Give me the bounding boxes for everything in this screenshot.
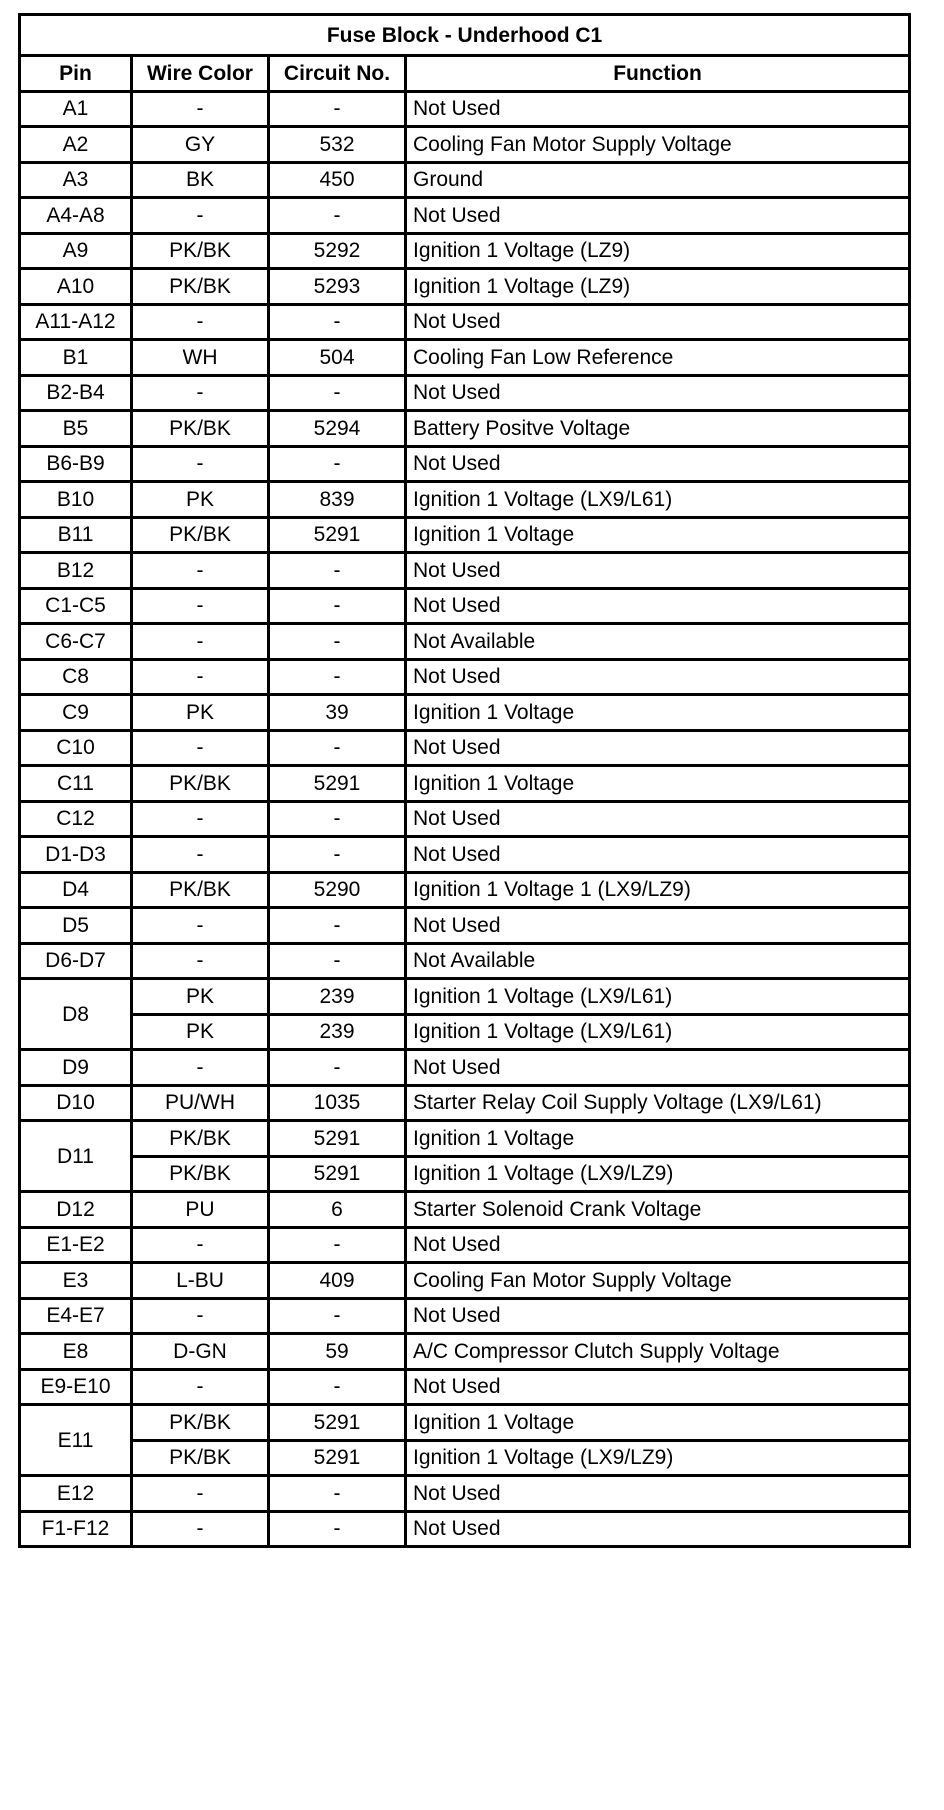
- wire-color-cell: -: [132, 198, 269, 234]
- circuit-cell: -: [269, 553, 406, 589]
- circuit-cell: -: [269, 198, 406, 234]
- circuit-cell: 5291: [269, 1121, 406, 1157]
- table-row: [20, 411, 910, 447]
- table-row: [20, 340, 910, 376]
- function-cell: Not Used: [406, 1369, 910, 1405]
- pin-cell: E12: [20, 1476, 132, 1512]
- wire-color-cell: PK/BK: [132, 1405, 269, 1441]
- table-body: [20, 91, 910, 1547]
- circuit-cell: -: [269, 1511, 406, 1547]
- function-cell: Not Used: [406, 375, 910, 411]
- table-row: [20, 766, 910, 802]
- wire-color-cell: D-GN: [132, 1334, 269, 1370]
- table-row: [20, 1085, 910, 1121]
- function-cell: Not Used: [406, 1476, 910, 1512]
- header-function: Function: [406, 56, 910, 92]
- pin-cell: D5: [20, 908, 132, 944]
- function-cell: Not Available: [406, 624, 910, 660]
- function-cell: Not Used: [406, 1511, 910, 1547]
- wire-color-cell: -: [132, 1050, 269, 1086]
- table-row: [20, 233, 910, 269]
- circuit-cell: 504: [269, 340, 406, 376]
- function-cell: Not Used: [406, 730, 910, 766]
- pin-cell: D6-D7: [20, 943, 132, 979]
- table-row: [20, 375, 910, 411]
- wire-color-cell: -: [132, 1298, 269, 1334]
- function-cell: Ignition 1 Voltage (LX9/L61): [406, 1014, 910, 1050]
- table-row: [20, 801, 910, 837]
- function-cell: Ignition 1 Voltage: [406, 766, 910, 802]
- function-cell: Cooling Fan Motor Supply Voltage: [406, 127, 910, 163]
- wire-color-cell: -: [132, 1476, 269, 1512]
- circuit-cell: 5291: [269, 1440, 406, 1476]
- circuit-cell: -: [269, 1369, 406, 1405]
- function-cell: Ignition 1 Voltage (LZ9): [406, 269, 910, 305]
- wire-color-cell: -: [132, 1227, 269, 1263]
- pin-cell: A1: [20, 91, 132, 127]
- pin-cell: E3: [20, 1263, 132, 1299]
- pin-cell: A11-A12: [20, 304, 132, 340]
- circuit-cell: -: [269, 908, 406, 944]
- function-cell: Not Used: [406, 801, 910, 837]
- table-row: [20, 446, 910, 482]
- title-row: [20, 15, 910, 56]
- table-row: [20, 1511, 910, 1547]
- pin-cell: C10: [20, 730, 132, 766]
- table-row: [20, 872, 910, 908]
- function-cell: Ignition 1 Voltage (LX9/L61): [406, 979, 910, 1015]
- pin-cell: A3: [20, 162, 132, 198]
- table-row: [20, 624, 910, 660]
- wire-color-cell: PK/BK: [132, 517, 269, 553]
- pin-cell: E11: [20, 1405, 132, 1476]
- circuit-cell: -: [269, 1476, 406, 1512]
- circuit-cell: 5291: [269, 766, 406, 802]
- pin-cell: A10: [20, 269, 132, 305]
- function-cell: Ignition 1 Voltage (LX9/L61): [406, 482, 910, 518]
- wire-color-cell: PK/BK: [132, 411, 269, 447]
- table-row: [20, 1440, 910, 1476]
- pin-cell: E1-E2: [20, 1227, 132, 1263]
- function-cell: Battery Positve Voltage: [406, 411, 910, 447]
- table-row: [20, 1263, 910, 1299]
- circuit-cell: -: [269, 588, 406, 624]
- circuit-cell: -: [269, 446, 406, 482]
- function-cell: A/C Compressor Clutch Supply Voltage: [406, 1334, 910, 1370]
- pin-cell: C12: [20, 801, 132, 837]
- circuit-cell: -: [269, 837, 406, 873]
- table-row: [20, 1156, 910, 1192]
- pin-cell: D12: [20, 1192, 132, 1228]
- function-cell: Not Used: [406, 446, 910, 482]
- table-row: [20, 1192, 910, 1228]
- function-cell: Not Used: [406, 908, 910, 944]
- circuit-cell: -: [269, 943, 406, 979]
- function-cell: Starter Solenoid Crank Voltage: [406, 1192, 910, 1228]
- function-cell: Cooling Fan Low Reference: [406, 340, 910, 376]
- table-row: [20, 943, 910, 979]
- function-cell: Not Used: [406, 1298, 910, 1334]
- pin-cell: B5: [20, 411, 132, 447]
- circuit-cell: 6: [269, 1192, 406, 1228]
- pin-cell: B11: [20, 517, 132, 553]
- circuit-cell: 409: [269, 1263, 406, 1299]
- function-cell: Not Used: [406, 553, 910, 589]
- fuse-block-table: [18, 13, 911, 1548]
- pin-cell: B6-B9: [20, 446, 132, 482]
- table-row: [20, 1121, 910, 1157]
- circuit-cell: -: [269, 1227, 406, 1263]
- pin-cell: B12: [20, 553, 132, 589]
- circuit-cell: 450: [269, 162, 406, 198]
- wire-color-cell: -: [132, 624, 269, 660]
- pin-cell: C1-C5: [20, 588, 132, 624]
- table-title: Fuse Block - Underhood C1: [20, 15, 910, 56]
- circuit-cell: -: [269, 801, 406, 837]
- wire-color-cell: -: [132, 908, 269, 944]
- function-cell: Ignition 1 Voltage: [406, 1405, 910, 1441]
- wire-color-cell: -: [132, 588, 269, 624]
- circuit-cell: 5291: [269, 1156, 406, 1192]
- pin-cell: D9: [20, 1050, 132, 1086]
- function-cell: Ignition 1 Voltage (LX9/LZ9): [406, 1156, 910, 1192]
- function-cell: Not Used: [406, 588, 910, 624]
- function-cell: Cooling Fan Motor Supply Voltage: [406, 1263, 910, 1299]
- pin-cell: C8: [20, 659, 132, 695]
- circuit-cell: -: [269, 624, 406, 660]
- circuit-cell: -: [269, 304, 406, 340]
- function-cell: Not Used: [406, 198, 910, 234]
- wire-color-cell: -: [132, 304, 269, 340]
- wire-color-cell: PK: [132, 979, 269, 1015]
- pin-cell: D10: [20, 1085, 132, 1121]
- table-row: [20, 979, 910, 1015]
- function-cell: Ground: [406, 162, 910, 198]
- function-cell: Starter Relay Coil Supply Voltage (LX9/L61): [406, 1085, 910, 1121]
- table-row: [20, 1369, 910, 1405]
- function-cell: Ignition 1 Voltage: [406, 695, 910, 731]
- wire-color-cell: PK/BK: [132, 766, 269, 802]
- wire-color-cell: PK/BK: [132, 1156, 269, 1192]
- table-row: [20, 588, 910, 624]
- table-row: [20, 269, 910, 305]
- wire-color-cell: -: [132, 943, 269, 979]
- wire-color-cell: -: [132, 730, 269, 766]
- pin-cell: D11: [20, 1121, 132, 1192]
- pin-cell: B2-B4: [20, 375, 132, 411]
- function-cell: Ignition 1 Voltage: [406, 1121, 910, 1157]
- table-row: [20, 908, 910, 944]
- circuit-cell: -: [269, 375, 406, 411]
- table-row: [20, 304, 910, 340]
- circuit-cell: 1035: [269, 1085, 406, 1121]
- pin-cell: F1-F12: [20, 1511, 132, 1547]
- circuit-cell: -: [269, 1298, 406, 1334]
- wire-color-cell: -: [132, 446, 269, 482]
- pin-cell: C9: [20, 695, 132, 731]
- circuit-cell: -: [269, 730, 406, 766]
- circuit-cell: 5291: [269, 1405, 406, 1441]
- pin-cell: C6-C7: [20, 624, 132, 660]
- circuit-cell: 239: [269, 1014, 406, 1050]
- wire-color-cell: PU/WH: [132, 1085, 269, 1121]
- circuit-cell: 532: [269, 127, 406, 163]
- pin-cell: D1-D3: [20, 837, 132, 873]
- pin-cell: A4-A8: [20, 198, 132, 234]
- table-row: [20, 517, 910, 553]
- function-cell: Ignition 1 Voltage (LZ9): [406, 233, 910, 269]
- circuit-cell: 5290: [269, 872, 406, 908]
- pin-cell: D4: [20, 872, 132, 908]
- function-cell: Ignition 1 Voltage: [406, 517, 910, 553]
- table-row: [20, 127, 910, 163]
- function-cell: Not Used: [406, 659, 910, 695]
- wire-color-cell: PK/BK: [132, 233, 269, 269]
- function-cell: Not Used: [406, 304, 910, 340]
- table-row: [20, 198, 910, 234]
- wire-color-cell: -: [132, 553, 269, 589]
- circuit-cell: 5294: [269, 411, 406, 447]
- pin-cell: E8: [20, 1334, 132, 1370]
- wire-color-cell: WH: [132, 340, 269, 376]
- pin-cell: B10: [20, 482, 132, 518]
- table-row: [20, 837, 910, 873]
- table-row: [20, 1298, 910, 1334]
- table-row: [20, 1227, 910, 1263]
- function-cell: Not Used: [406, 1050, 910, 1086]
- wire-color-cell: PK: [132, 695, 269, 731]
- circuit-cell: 39: [269, 695, 406, 731]
- table-row: [20, 1476, 910, 1512]
- wire-color-cell: -: [132, 837, 269, 873]
- pin-cell: A9: [20, 233, 132, 269]
- header-wire-color: Wire Color: [132, 56, 269, 92]
- pin-cell: D8: [20, 979, 132, 1050]
- table-row: [20, 1405, 910, 1441]
- table-row: [20, 1050, 910, 1086]
- pin-cell: C11: [20, 766, 132, 802]
- wire-color-cell: GY: [132, 127, 269, 163]
- pin-cell: E9-E10: [20, 1369, 132, 1405]
- function-cell: Not Used: [406, 837, 910, 873]
- pin-cell: E4-E7: [20, 1298, 132, 1334]
- function-cell: Not Used: [406, 1227, 910, 1263]
- circuit-cell: -: [269, 1050, 406, 1086]
- pin-cell: A2: [20, 127, 132, 163]
- table-row: [20, 659, 910, 695]
- table-row: [20, 1334, 910, 1370]
- wire-color-cell: -: [132, 91, 269, 127]
- wire-color-cell: PK/BK: [132, 1121, 269, 1157]
- wire-color-cell: PK: [132, 1014, 269, 1050]
- table-row: [20, 1014, 910, 1050]
- circuit-cell: 5293: [269, 269, 406, 305]
- circuit-cell: 839: [269, 482, 406, 518]
- wire-color-cell: L-BU: [132, 1263, 269, 1299]
- wire-color-cell: PK/BK: [132, 269, 269, 305]
- circuit-cell: -: [269, 91, 406, 127]
- wire-color-cell: PK/BK: [132, 872, 269, 908]
- function-cell: Ignition 1 Voltage 1 (LX9/LZ9): [406, 872, 910, 908]
- table-row: [20, 91, 910, 127]
- header-pin: Pin: [20, 56, 132, 92]
- wire-color-cell: -: [132, 659, 269, 695]
- function-cell: Not Used: [406, 91, 910, 127]
- table-row: [20, 695, 910, 731]
- wire-color-cell: PU: [132, 1192, 269, 1228]
- circuit-cell: 239: [269, 979, 406, 1015]
- table-row: [20, 553, 910, 589]
- wire-color-cell: PK: [132, 482, 269, 518]
- circuit-cell: 59: [269, 1334, 406, 1370]
- wire-color-cell: -: [132, 1511, 269, 1547]
- wire-color-cell: -: [132, 375, 269, 411]
- function-cell: Ignition 1 Voltage (LX9/LZ9): [406, 1440, 910, 1476]
- header-row: [20, 56, 910, 92]
- wire-color-cell: -: [132, 1369, 269, 1405]
- table-row: [20, 162, 910, 198]
- function-cell: Not Available: [406, 943, 910, 979]
- circuit-cell: 5292: [269, 233, 406, 269]
- circuit-cell: -: [269, 659, 406, 695]
- table-row: [20, 730, 910, 766]
- table-row: [20, 482, 910, 518]
- wire-color-cell: -: [132, 801, 269, 837]
- header-circuit-no: Circuit No.: [269, 56, 406, 92]
- pin-cell: B1: [20, 340, 132, 376]
- circuit-cell: 5291: [269, 517, 406, 553]
- wire-color-cell: PK/BK: [132, 1440, 269, 1476]
- wire-color-cell: BK: [132, 162, 269, 198]
